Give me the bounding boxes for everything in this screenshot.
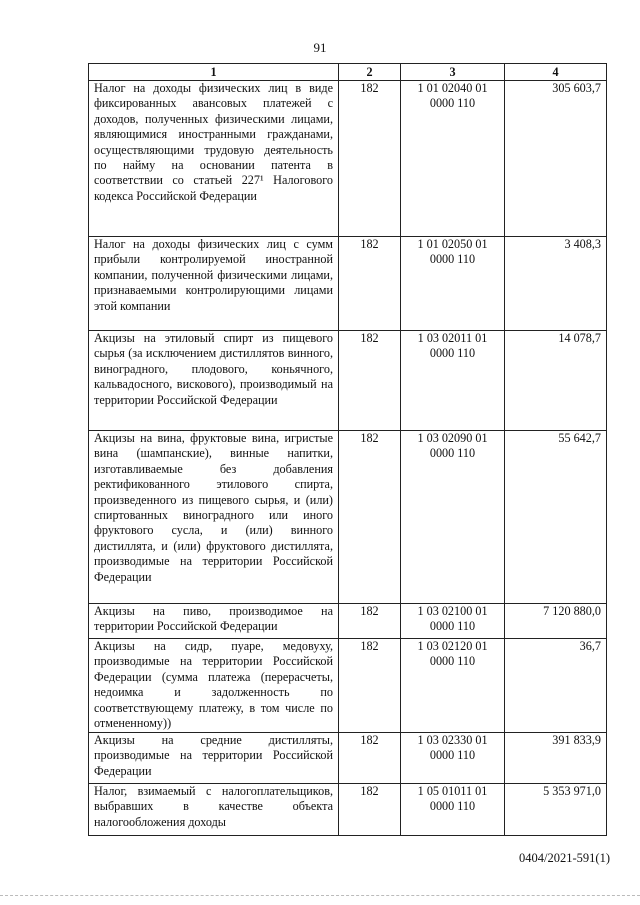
- administrator-code: 182: [339, 237, 401, 331]
- administrator-code: 182: [339, 639, 401, 733]
- page-number: 91: [313, 40, 327, 55]
- revenue-name: Акцизы на сидр, пуаре, медовуху, производимые на территории Российской Федерации (сумма платежа (перерасчеты, недоимка и задолженность по соответствующему платежу, в том числе по отмененному)): [89, 639, 339, 733]
- amount: 14 078,7: [505, 331, 607, 431]
- classification-code: 1 03 02330 01 0000 110: [401, 733, 505, 784]
- header-col-4: 4: [505, 64, 607, 81]
- classification-code: 1 03 02090 01 0000 110: [401, 431, 505, 604]
- classification-code: 1 01 02050 01 0000 110: [401, 237, 505, 331]
- table-row: [89, 784, 607, 836]
- table-header-row: [89, 64, 607, 81]
- classification-code: 1 05 01011 01 0000 110: [401, 784, 505, 836]
- header-col-3: 3: [401, 64, 505, 81]
- revenue-name: Акцизы на вина, фруктовые вина, игристые вина (шампанские), винные напитки, изготавливаемые без добавления ректификованного этилового спирта, произведенного из пищевого сырья, и (или) спиртованных виноградного или иного фруктового сусла, и (или) винного дистиллята, и (или) фруктового дистиллята, производимые на территории Российской Федерации: [89, 431, 339, 604]
- document-registration-number: 0404/2021-591(1): [519, 851, 610, 865]
- table-row: [89, 733, 607, 784]
- amount: 3 408,3: [505, 237, 607, 331]
- revenue-name: Акцизы на средние дистилляты, производимые на территории Российской Федерации: [89, 733, 339, 784]
- revenue-name: Налог на доходы физических лиц в виде фиксированных авансовых платежей с доходов, полученных физическими лицами, являющимися иностранными гражданами, осуществляющими трудовую деятельность по найму на основании патента в соответствии со статьей 227¹ Налогового кодекса Российской Федерации: [89, 81, 339, 237]
- amount: 5 353 971,0: [505, 784, 607, 836]
- administrator-code: 182: [339, 733, 401, 784]
- revenue-name: Налог, взимаемый с налогоплательщиков, выбравших в качестве объекта налогообложения доходы: [89, 784, 339, 836]
- amount: 7 120 880,0: [505, 604, 607, 639]
- classification-code: 1 03 02100 01 0000 110: [401, 604, 505, 639]
- amount: 305 603,7: [505, 81, 607, 237]
- administrator-code: 182: [339, 784, 401, 836]
- administrator-code: 182: [339, 604, 401, 639]
- table-row: [89, 237, 607, 331]
- revenue-name: Акцизы на этиловый спирт из пищевого сырья (за исключением дистиллятов винного, виноградного, плодового, коньячного, кальвадосного, вискового), производимый на территории Российской Федерации: [89, 331, 339, 431]
- administrator-code: 182: [339, 331, 401, 431]
- classification-code: 1 03 02011 01 0000 110: [401, 331, 505, 431]
- header-col-1: 1: [89, 64, 339, 81]
- header-col-2: 2: [339, 64, 401, 81]
- revenue-name: Налог на доходы физических лиц с сумм прибыли контролируемой иностранной компании, полученной физическими лицами, признаваемыми контролирующими лицами этой компании: [89, 237, 339, 331]
- table-row: [89, 81, 607, 237]
- table-row: [89, 604, 607, 639]
- classification-code: 1 03 02120 01 0000 110: [401, 639, 505, 733]
- table-row: [89, 639, 607, 733]
- classification-code: 1 01 02040 01 0000 110: [401, 81, 505, 237]
- revenue-name: Акцизы на пиво, производимое на территории Российской Федерации: [89, 604, 339, 639]
- table-row: [89, 331, 607, 431]
- amount: 391 833,9: [505, 733, 607, 784]
- administrator-code: 182: [339, 431, 401, 604]
- scan-edge-divider: [0, 895, 640, 896]
- amount: 36,7: [505, 639, 607, 733]
- amount: 55 642,7: [505, 431, 607, 604]
- revenue-table: [88, 63, 607, 836]
- administrator-code: 182: [339, 81, 401, 237]
- table-row: [89, 431, 607, 604]
